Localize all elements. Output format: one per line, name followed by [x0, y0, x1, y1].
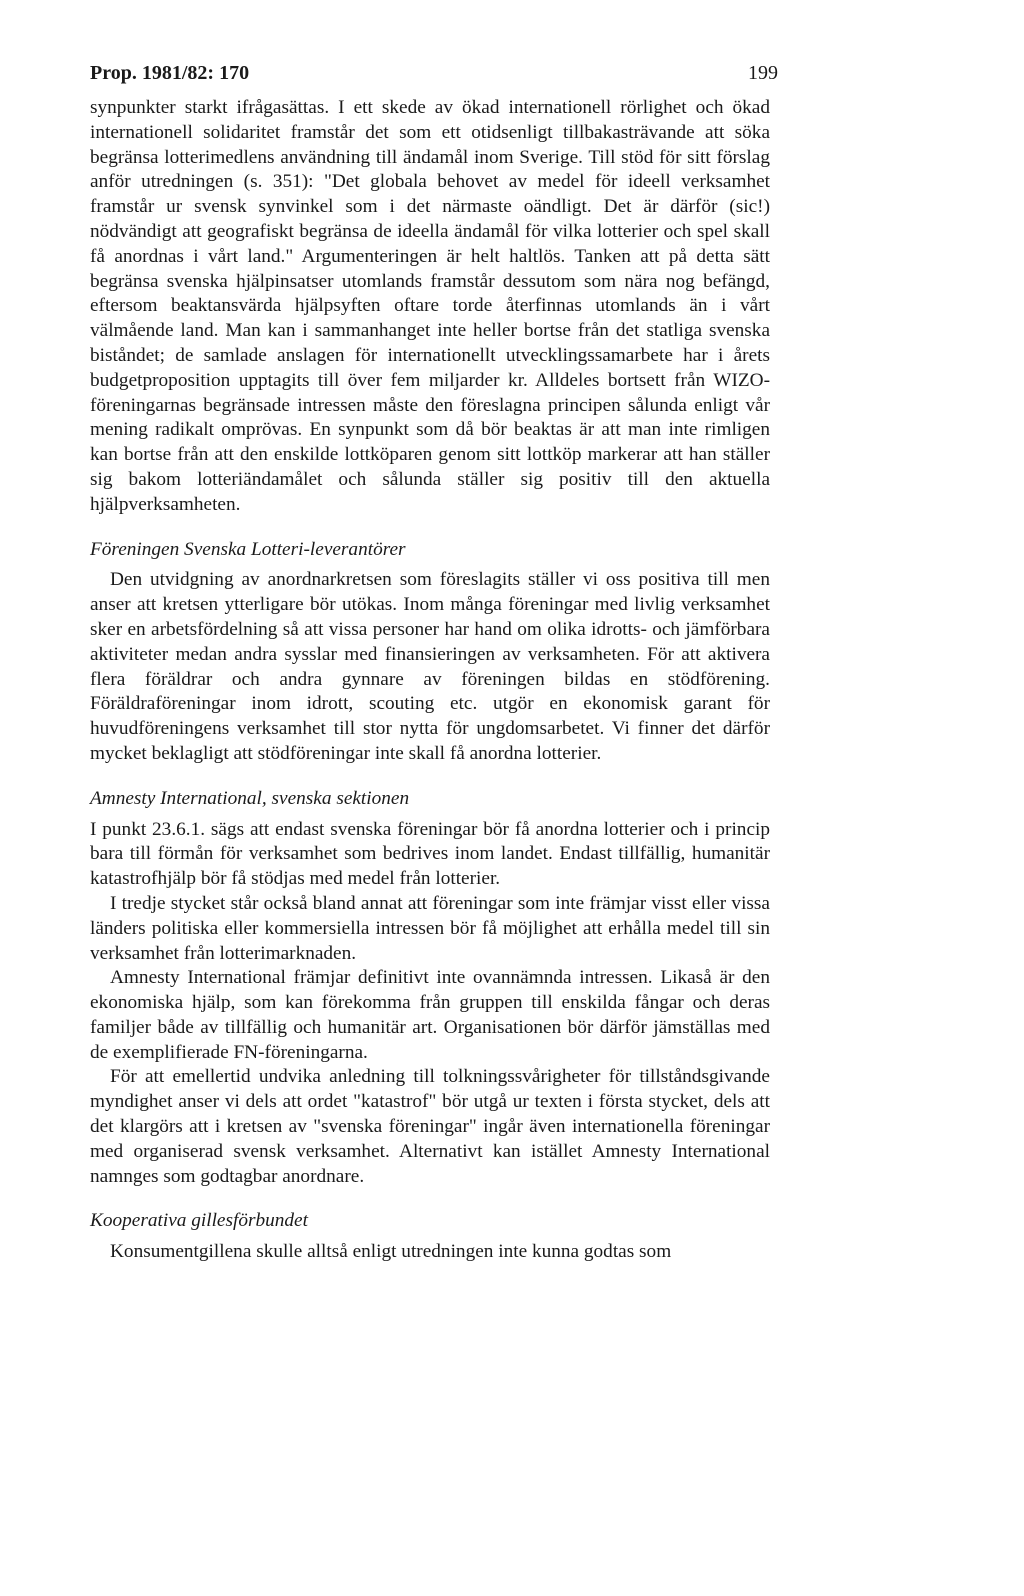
section-paragraph: Konsumentgillena skulle alltså enligt utredningen inte kunna godtas som [110, 1241, 672, 1263]
section-heading: Kooperativa gillesförbundet [90, 1210, 308, 1232]
page-header [90, 62, 778, 96]
page-number: 199 [748, 62, 778, 84]
intro-paragraph: synpunkter starkt ifrågasättas. I ett skede av ökad internationell rörlighet och ökad internationell solidaritet framstår det som ett otidsenligt tillbakasträvande att söka begränsa lotterimedlens användning till ändamål inom Sverige. Till stöd för sitt förslag anför utredningen (s. 351): "Det globala behovet av medel för ideell verksamhet framstår ur svensk synvinkel som i det närmaste oändligt. Det är därför (sic!) nödvändigt att geografiskt begränsa de ideella ändamål för vilka lotterier och spel skall få anordnas i vårt land." Argumenteringen är helt haltlös. Tanken att på detta sätt begränsa svenska hjälpinsatser utomlands framstår dessutom som nära nog befängd, eftersom beaktansvärda hjälpsyften oftare torde återfinnas utomlands än i vårt välmående land. Man kan i sammanhanget inte heller bortse från det statliga svenska biståndet; de samlade anslagen för internationellt utvecklingssamarbete har i årets budgetproposition upptagits till över fem miljarder kr. Alldeles bortsett från WIZO-föreningarnas begränsade intressen måste den föreslagna principen sålunda enligt vår mening radikalt omprövas. En synpunkt som då bör beaktas är att man inte rimligen kan bortse från att den enskilde lottköparen genom sitt lottköp markerar att han ställer sig bakom lotteriändamålet och sålunda ställer sig positiv till den aktuella hjälpverksamheten. [90, 97, 770, 515]
section-lotteri-leverantorer [90, 538, 770, 767]
section-paragraph: I tredje stycket står också bland annat att föreningar som inte främjar visst eller vissa länders politiska eller kommersiella intressen bör få möjlighet att erhålla medel till sin verksamhet från lotterimarknaden. [90, 892, 770, 964]
section-paragraph: För att emellertid undvika anledning till tolkningssvårigheter för tillståndsgivande myndighet anser vi dels att ordet "katastrof" bör utgå ur texten i första stycket, dels att det klargörs att i kretsen av "svenska föreningar" ingår även internationella föreningar med organiserad svensk verksamhet. Alternativt kan istället Amnesty International namnges som godtagbar anordnare. [90, 1066, 770, 1187]
section-amnesty-international [90, 787, 770, 1190]
section-heading: Amnesty International, svenska sektionen [90, 787, 410, 809]
section-heading: Föreningen Svenska Lotteri-leverantörer [90, 538, 406, 560]
section-paragraph: Amnesty International främjar definitivt inte ovannämnda intressen. Likaså är den ekonomiska hjälp, som kan förekomma från gruppen till enskilda fångar och deras familjer både av tillfällig och humanitär art. Organisationen bör därför jämställas med de exemplifierade FN-föreningarna. [90, 967, 770, 1063]
section-paragraph: Den utvidgning av anordnarkretsen som föreslagits ställer vi oss positiva till men anser att kretsen ytterligare bör utökas. Inom många föreningar med livlig verksamhet sker en arbetsfördelning så att vissa personer har hand om olika idrotts- och jämförbara aktiviteter medan andra sysslar med finansieringen av verksamheten. För att aktivera flera föräldrar och andra gynnare av föreningen bildas en stödförening. Föräldraföreningar inom idrott, scouting etc. utgör en ekonomisk garant för huvudföreningens verksamhet till stor nytta för ungdomsarbetet. Vi finner det därför mycket beklagligt att stödföreningar inte skall få anordna lotterier. [90, 569, 770, 764]
section-kooperativa-gillesforbundet [90, 1209, 770, 1265]
section-paragraph: I punkt 23.6.1. sägs att endast svenska föreningar bör få anordna lotterier och i princip bara till förmån för verksamhet som bedrives inom landet. Endast tillfällig, humanitär katastrofhjälp bör få stödjas med medel från lotterier. [90, 818, 770, 890]
document-page [90, 62, 778, 1265]
proposition-reference: Prop. 1981/82: 170 [90, 62, 250, 84]
